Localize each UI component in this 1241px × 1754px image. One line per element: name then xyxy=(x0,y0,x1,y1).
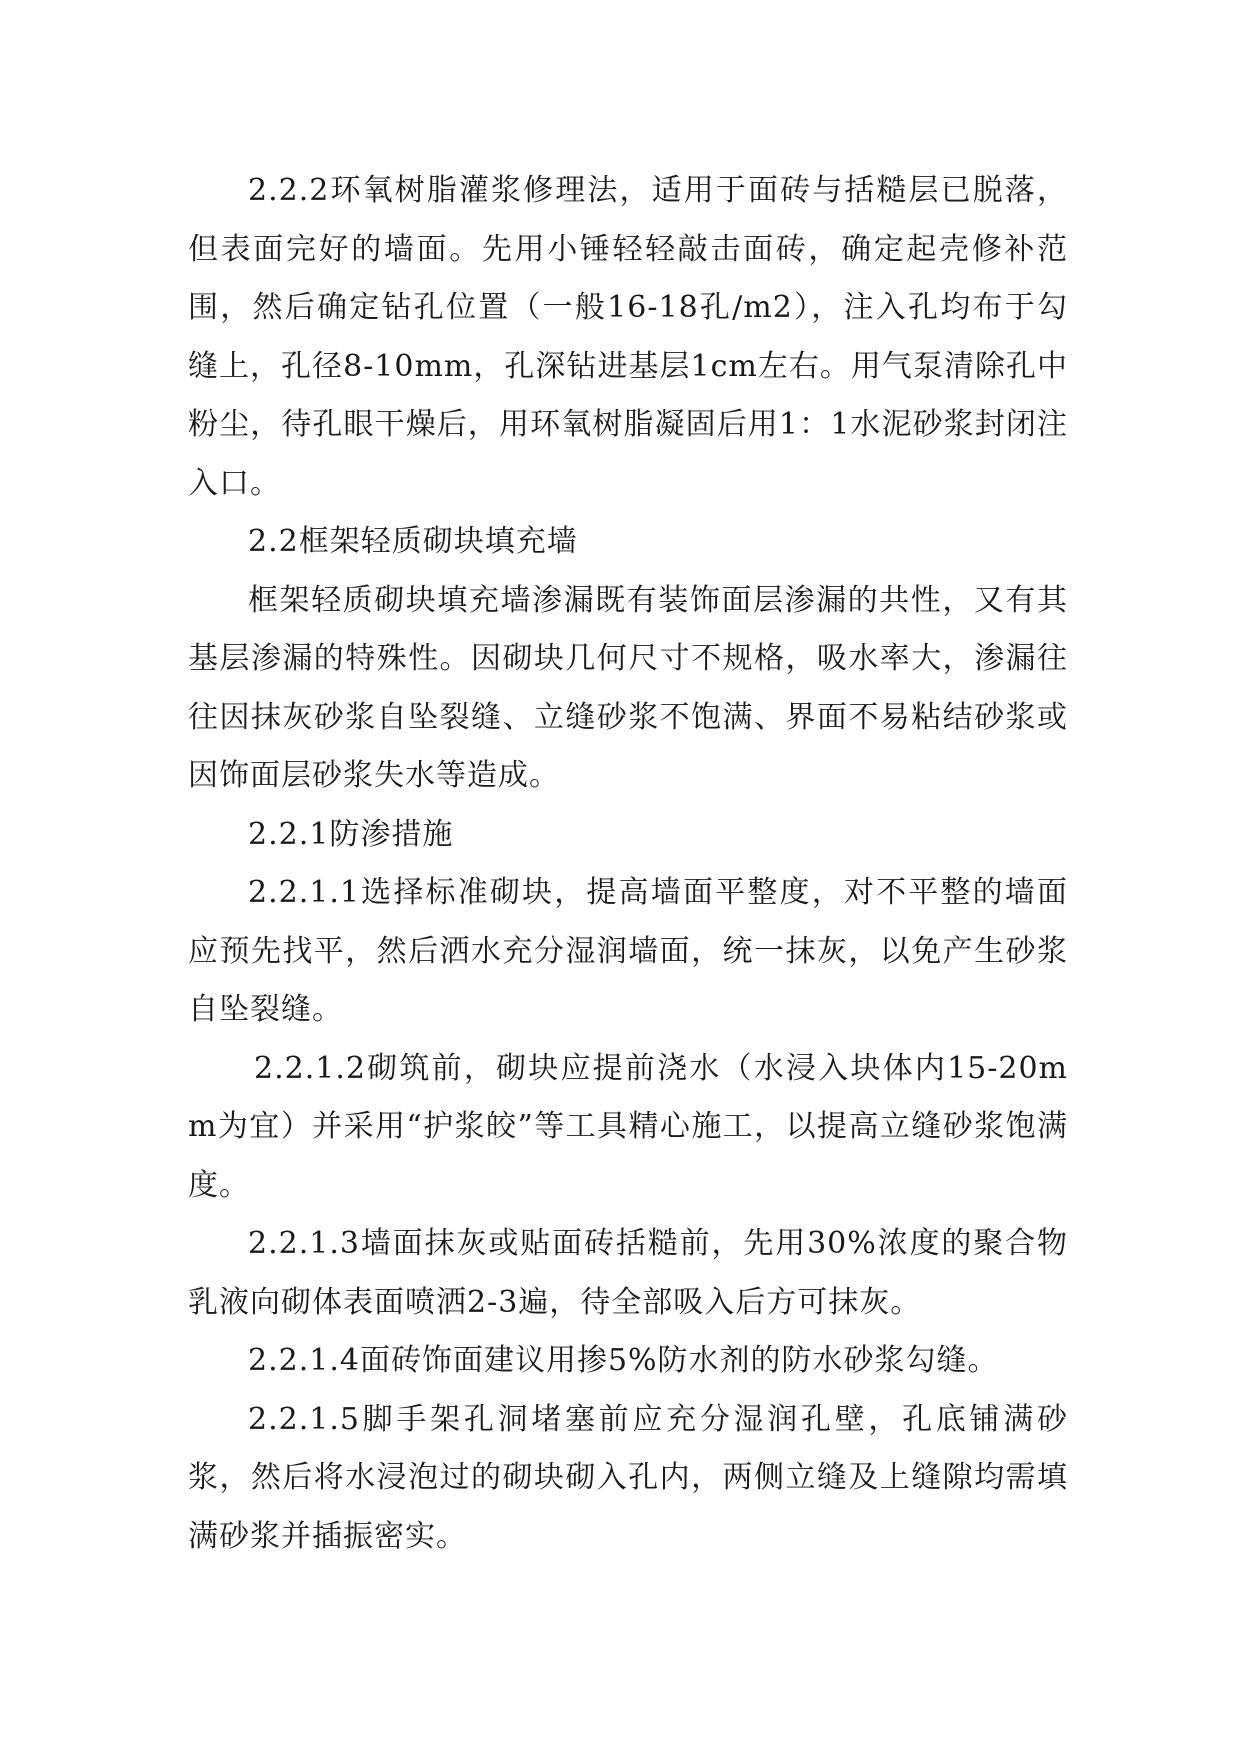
paragraph-block-wall-leakage: 框架轻质砌块填充墙渗漏既有装饰面层渗漏的共性，又有其基层渗漏的特殊性。因砌块几何尺寸不规格，吸水率大，渗漏往往因抹灰砂浆自坠裂缝、立缝砂浆不饱满、界面不易粘结砂浆或因饰面层砂浆失水等造成。 xyxy=(188,582,1068,793)
heading-anti-seepage-measures: 2.2.1防渗措施 xyxy=(248,816,454,852)
paragraph-measure-4: 2.2.1.4面砖饰面建议用掺5%防水剂的防水砂浆勾缝。 xyxy=(248,1343,999,1378)
paragraph-measure-3: 2.2.1.3墙面抹灰或贴面砖括糙前，先用30%浓度的聚合物乳液向砌体表面喷洒2-3遍，待全部吸入后方可抹灰。 xyxy=(188,1226,1068,1320)
paragraph-measure-2: 2.2.1.2砌筑前，砌块应提前浇水（水浸入块体内15-20mm为宜）并采用“护浆皎”等工具精心施工，以提高立缝砂浆饱满度。 xyxy=(188,1050,1068,1203)
document-body xyxy=(188,162,1068,1566)
heading-frame-block-wall: 2.2框架轻质砌块填充墙 xyxy=(248,524,578,559)
paragraph-epoxy-grouting: 2.2.2环氧树脂灌浆修理法，适用于面砖与括糙层已脱落，但表面完好的墙面。先用小锤轻轻敲击面砖，确定起壳修补范围，然后确定钻孔位置（一般16-18孔/m2），注入孔均布于勾缝上，孔径8-10mm，孔深钻进基层1cm左右。用气泵清除孔中粉尘，待孔眼干燥后，用环氧树脂凝固后用1：1水泥砂浆封闭注入口。 xyxy=(188,173,1068,501)
paragraph-measure-1: 2.2.1.1选择标准砌块，提高墙面平整度，对不平整的墙面应预先找平，然后洒水充分湿润墙面，统一抹灰，以免产生砂浆自坠裂缝。 xyxy=(188,875,1068,1027)
paragraph-measure-5: 2.2.1.5脚手架孔洞堵塞前应充分湿润孔壁，孔底铺满砂浆，然后将水浸泡过的砌块砌入孔内，两侧立缝及上缝隙均需填满砂浆并插振密实。 xyxy=(188,1401,1068,1554)
